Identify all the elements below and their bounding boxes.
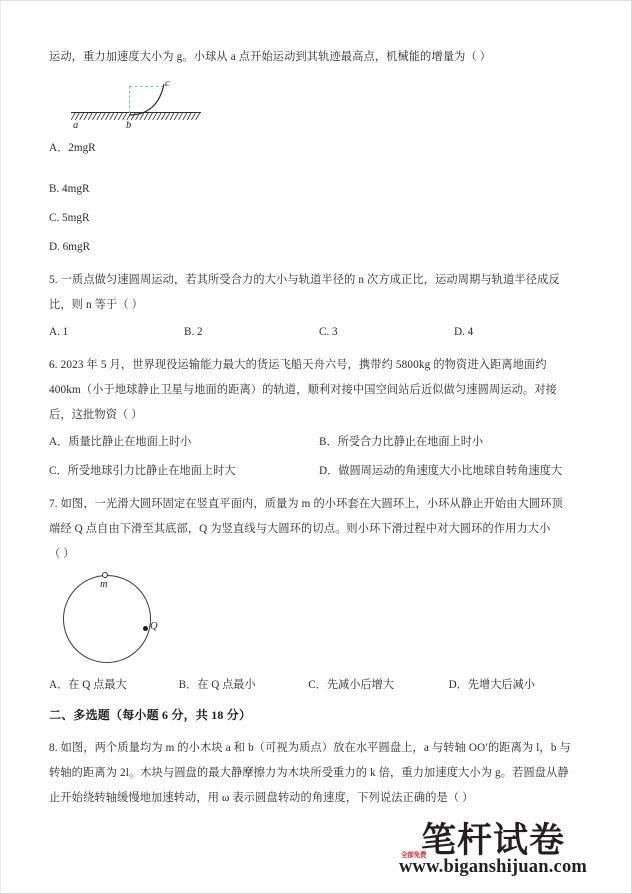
question-6-option-a[interactable]: A．质量比静止在地面上时小 <box>49 436 192 448</box>
watermark-url: www.biganshijuan.com <box>399 857 588 877</box>
question-6-text-line-1: 6. 2023 年 5 月，世界现役运输能力最大的货运飞船天舟六号，携带约 5800kg 的物资进入距离地面约 <box>49 359 547 371</box>
question-6-option-d[interactable]: D．做圆周运动的角速度大小比地球自转角速度大 <box>319 465 563 477</box>
question-8-text-line-1: 8. 如图，两个质量均为 m 的小木块 a 和 b（可视为质点）放在水平圆盘上，a 与转轴 OO′的距离为 l，b 与 <box>49 742 571 754</box>
question-6-option-c[interactable]: C．所受地球引力比静止在地面上时大 <box>49 465 236 477</box>
question-5-text-line-1: 5. 一质点做匀速圆周运动，若其所受合力的大小与轨道半径的 n 次方成正比，运动周期与轨道半径成反 <box>49 274 560 286</box>
question-5-option-c[interactable]: C. 3 <box>319 326 338 338</box>
question-5-option-b[interactable]: B. 2 <box>184 326 203 338</box>
question-7-option-b[interactable]: B．在 Q 点最小 <box>178 679 256 691</box>
document-content <box>49 45 589 811</box>
big-ring-diagram <box>55 567 215 671</box>
question-4-option-c[interactable]: C. 5mgR <box>49 212 90 224</box>
question-7-option-d[interactable]: D．先增大后减小 <box>448 679 535 691</box>
section-heading-multiple-choice: 二、多选题（每小题 6 分，共 18 分） <box>49 708 252 722</box>
question-7-option-a[interactable]: A．在 Q 点最大 <box>49 679 127 691</box>
question-4-option-d[interactable]: D. 6mgR <box>49 241 91 253</box>
question-5-text-line-2: 比，则 n 等于（ ） <box>49 299 143 311</box>
question-4-option-a[interactable]: A．2mgR <box>49 142 96 154</box>
question-6-options-row-1 <box>49 428 589 457</box>
label-b: b <box>126 120 132 131</box>
small-ring-marker <box>102 572 108 578</box>
question-8-text-line-3: 止开始绕转轴缓慢地加速转动，用 ω 表示圆盘转动的角速度，下列说法正确的是（ ） <box>49 792 474 804</box>
question-7-options <box>49 671 589 700</box>
question-6 <box>49 353 589 486</box>
watermark <box>399 813 599 887</box>
question-7-text-line-2: 端经 Q 点自由下滑至其底部，Q 为竖直线与大圆环的切点。则小环下滑过程中对大圆环的作用力大小 <box>49 523 551 535</box>
question-5-option-d[interactable]: D. 4 <box>454 326 474 338</box>
label-c: c <box>165 78 170 89</box>
label-a: a <box>73 120 79 131</box>
question-4-option-b[interactable]: B. 4mgR <box>49 183 90 195</box>
question-5 <box>49 268 589 347</box>
watermark-free-badge: 全部免费 <box>401 851 427 859</box>
ball-ground-diagram <box>57 70 257 134</box>
question-6-text-line-2: 400km（小于地球静止卫星与地面的距离）的轨道，顺利对接中国空间站后近似做匀速圆周运动。对接 <box>49 384 558 396</box>
question-6-text-line-3: 后，这批物资（ ） <box>49 409 143 421</box>
question-8 <box>49 736 589 811</box>
question-8-text-line-2: 转轴的距离为 2l。木块与圆盘的最大静摩擦力为木块所受重力的 k 倍，重力加速度大小为 g。若圆盘从静 <box>49 767 569 779</box>
question-6-option-b[interactable]: B．所受合力比静止在地面上时小 <box>319 436 484 448</box>
question-6-options-row-2 <box>49 457 589 486</box>
question-5-options <box>49 318 589 347</box>
question-4-tail <box>49 45 589 262</box>
question-4-text-line-1: 运动，重力加速度大小为 g。小球从 a 点开始运动到其轨迹最高点，机械能的增量为（ ） <box>49 51 492 63</box>
label-q: Q <box>150 621 158 632</box>
watermark-brand-name: 笔杆试卷 <box>421 821 566 861</box>
question-7 <box>49 492 589 700</box>
question-7-option-c[interactable]: C．先减小后增大 <box>308 679 394 691</box>
point-q-marker <box>143 626 148 631</box>
question-7-text-line-1: 7. 如图，一光滑大圆环固定在竖直平面内，质量为 m 的小环套在大圆环上，小环从静止开始由大圆环顶 <box>49 498 563 510</box>
label-m: m <box>100 579 108 590</box>
question-7-text-line-3: （ ） <box>49 548 75 560</box>
question-5-option-a[interactable]: A. 1 <box>49 326 69 338</box>
